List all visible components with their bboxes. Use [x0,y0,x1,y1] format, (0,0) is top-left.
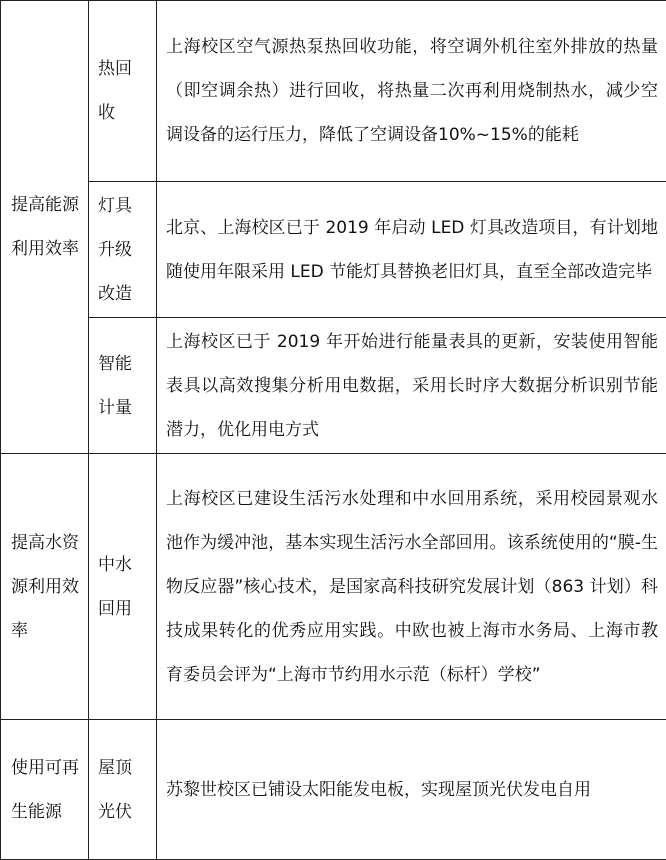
table-row [1,318,666,454]
category-cell [1,720,89,860]
description-text: 北京、上海校区已于 2019 年启动 LED 灯具改造项目，有计划地随使用年限采用 LED 节能灯具替换老旧灯具，直至全部改造完毕 [166,206,658,294]
description-cell [157,182,666,318]
description-cell [157,1,666,182]
measure-cell [89,1,157,182]
description-text: 上海校区空气源热泵热回收功能，将空调外机往室外排放的热量（即空调余热）进行回收，将热量二次再利用烧制热水，减少空调设备的运行压力，降低了空调设备10%~15%的能耗 [166,25,658,157]
table-row [1,182,666,318]
measure-label: 灯具升级改造 [98,184,148,316]
table-row [1,1,666,182]
category-label: 使用可再生能源 [11,746,82,834]
measure-label: 热回收 [98,47,148,135]
category-label: 提高水资源利用效率 [11,521,82,653]
measure-label: 中水回用 [98,543,148,631]
category-cell [1,1,89,454]
description-text: 苏黎世校区已铺设太阳能发电板，实现屋顶光伏发电自用 [166,768,658,812]
measure-label: 智能计量 [98,342,148,430]
measure-label: 屋顶光伏 [98,746,148,834]
description-cell [157,720,666,860]
measure-cell [89,182,157,318]
category-label: 提高能源利用效率 [11,183,82,271]
description-text: 上海校区已于 2019 年开始进行能量表具的更新，安装使用智能表具以高效搜集分析用电数据，采用长时序大数据分析识别节能潜力，优化用电方式 [166,320,658,452]
measure-cell [89,454,157,720]
table-row [1,454,666,720]
description-text: 上海校区已建设生活污水处理和中水回用系统，采用校园景观水池作为缓冲池，基本实现生活污水全部回用。该系统使用的“膜-生物反应器”核心技术，是国家高科技研究发展计划（863 计划）科技成果转化的优秀应用实践。中欧也被上海市水务局、上海市教育委员会评为“上海市节约用水示范（标杆）学校” [166,477,658,697]
category-cell [1,454,89,720]
description-cell [157,454,666,720]
description-cell [157,318,666,454]
measure-cell [89,720,157,860]
measure-cell [89,318,157,454]
table-row [1,720,666,860]
